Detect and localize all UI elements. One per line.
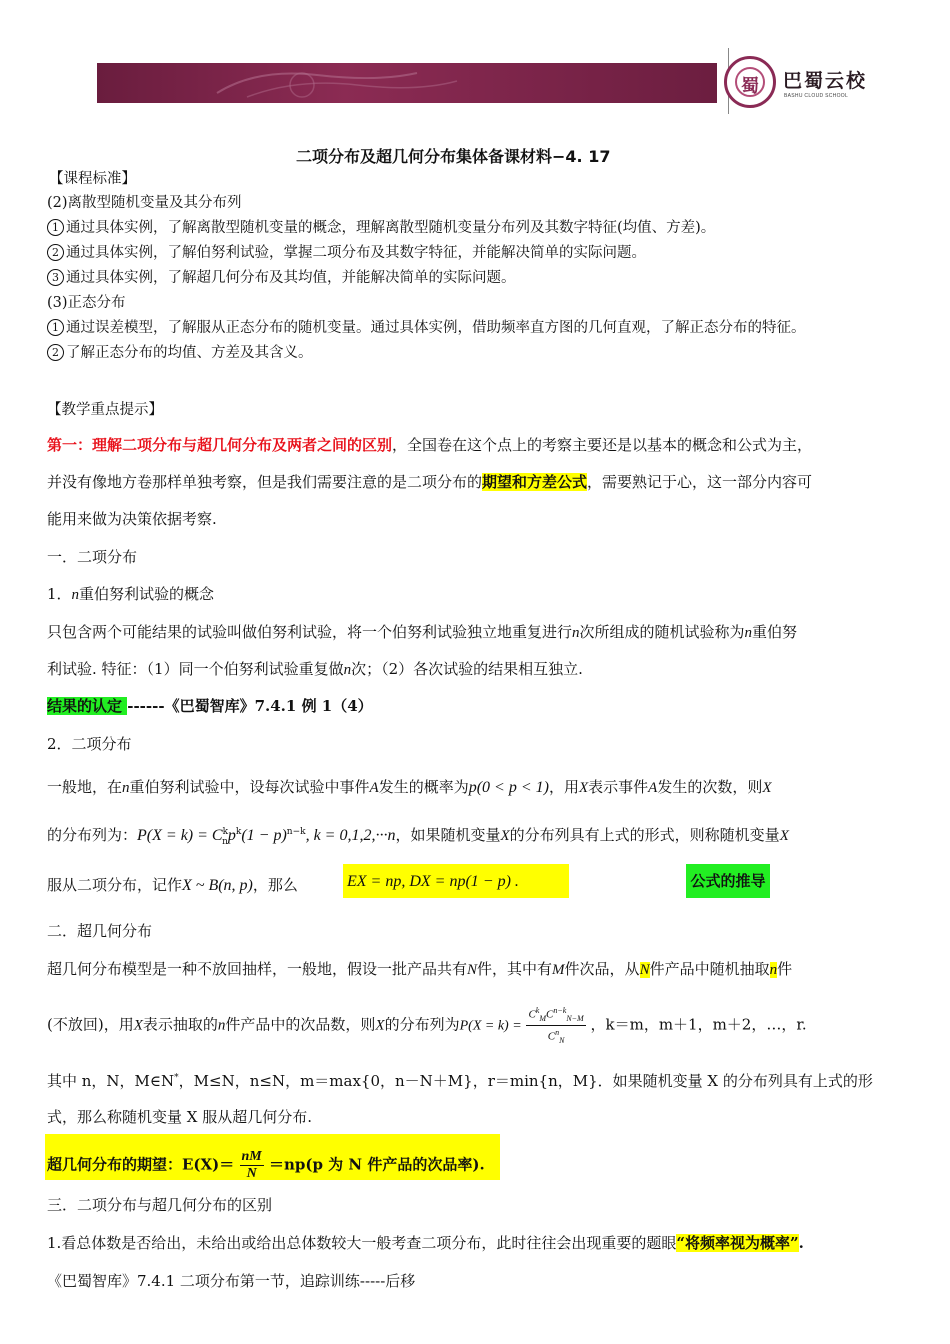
paragraph-binomial-formula: 的分布列为：$P(X = k) = C^k_np^k(1 - p)^{n-k}$, k = 0,1,2,···n，如果随机变量X的分布列具有上式的形式，则称随机变量X bbox=[47, 826, 789, 847]
paragraph-bernoulli: 只包含两个可能结果的试验叫做伯努利试验，将一个伯努利试验独立地重复进行n次所组成的随机试验称为n重伯努 bbox=[47, 623, 798, 641]
paragraph-key-point-2: 并没有像地方卷那样单独考察，但是我们需要注意的是二项分布的期望和方差公式，需要熟记于心，这一部分内容可 bbox=[47, 473, 813, 491]
banner-decoration bbox=[97, 63, 717, 103]
paragraph-binomial-notation: 服从二项分布，记作X ~ B(n, p)，那么 bbox=[47, 876, 298, 894]
teaching-heading: 【教学重点提示】 bbox=[47, 402, 163, 418]
paragraph-binomial-def: 一般地，在n重伯努利试验中，设每次试验中事件A发生的概率为p(0 < p < 1)，用X表示事件A发生的次数，则X bbox=[47, 778, 772, 796]
course-standard-heading: 【课程标准】 bbox=[49, 171, 136, 187]
normal-item: 2 了解正态分布的均值、方差及其含义。 bbox=[47, 341, 313, 362]
section-2-heading: (2)离散型随机变量及其分布列 bbox=[47, 195, 242, 211]
hyper-expectation-highlight: 超几何分布的期望：E(X)＝ $\frac{nM}{N}$ ＝np(p 为 N 件产品的次品率). bbox=[45, 1134, 500, 1180]
heading-hypergeometric: 二．超几何分布 bbox=[47, 922, 153, 940]
paragraph-hyper-formula: (不放回)，用X表示抽取的n件产品中的次品数，则X的分布列为P(X = k) = $\frac{C^k_MC^{n-k}_{N-M}}{C^n_N}$ ，k＝m，m＋1，m＋2，…，r. bbox=[47, 1006, 807, 1045]
paragraph-tracking: 《巴蜀智库》7.4.1 二项分布第一节，追踪训练-----后移 bbox=[47, 1272, 416, 1290]
green-note-derivation: 公式的推导 bbox=[686, 864, 770, 898]
logo-char: 蜀 bbox=[741, 76, 759, 97]
standard-item: 2 通过具体实例，了解伯努利试验，掌握二项分布及其数字特征，并能解决简单的实际问题。 bbox=[47, 241, 646, 262]
paragraph-bernoulli-2: 利试验. 特征：（1）同一个伯努利试验重复做n次；（2）各次试验的结果相互独立. bbox=[47, 660, 583, 678]
logo-text-en: BASHU CLOUD SCHOOL bbox=[784, 93, 849, 99]
heading-bernoulli: 1．n重伯努利试验的概念 bbox=[47, 585, 215, 603]
school-logo-icon bbox=[724, 56, 776, 108]
paragraph-key-point: 第一：理解二项分布与超几何分布及两者之间的区别，全国卷在这个点上的考察主要还是以基本的概念和公式为主， bbox=[47, 436, 813, 454]
page-title: 二项分布及超几何分布集体备课材料−4. 17 bbox=[296, 147, 611, 166]
heading-difference: 三．二项分布与超几何分布的区别 bbox=[47, 1196, 273, 1214]
green-note-result: 结果的认定 ------《巴蜀智库》7.4.1 例 1（4） bbox=[47, 697, 373, 715]
section-3-heading: (3)正态分布 bbox=[47, 295, 126, 311]
paragraph-hyper-conclusion: 式，那么称随机变量 X 服从超几何分布. bbox=[47, 1108, 312, 1126]
expectation-formula-highlight: EX = np, DX = np(1 − p) . bbox=[343, 864, 569, 898]
heading-binomial: 一．二项分布 bbox=[47, 548, 138, 566]
paragraph-hyper-conditions: 其中 n，N，M∈N*，M≤N，n≤N，m＝max{0，n－N＋M}，r＝min{n，M}．如果随机变量 X 的分布列具有上式的形 bbox=[47, 1072, 873, 1090]
standard-item: 1 通过具体实例，了解离散型随机变量的概念，理解离散型随机变量分布列及其数字特征(均值、方差)。 bbox=[47, 216, 715, 237]
paragraph-key-point-3: 能用来做为决策依据考察. bbox=[47, 510, 217, 528]
paragraph-difference-1: 1.看总体数是否给出，未给出或给出总体数较大一般考查二项分布，此时往往会出现重要的题眼“将频率视为概率”. bbox=[47, 1234, 804, 1252]
paragraph-hyper-def: 超几何分布模型是一种不放回抽样，一般地，假设一批产品共有N件，其中有M件次品，从N件产品中随机抽取n件 bbox=[47, 960, 793, 978]
header-banner bbox=[97, 63, 717, 103]
logo-text-cn: 巴蜀云校 bbox=[783, 70, 868, 92]
standard-item: 3 通过具体实例，了解超几何分布及其均值，并能解决简单的实际问题。 bbox=[47, 266, 516, 287]
normal-item: 1 通过误差模型，了解服从正态分布的随机变量。通过具体实例，借助频率直方图的几何直观，了解正态分布的特征。 bbox=[47, 316, 806, 337]
hyper-fraction: $\frac{C^k_MC^{n-k}_{N-M}}{C^n_N}$ bbox=[528, 1006, 584, 1045]
heading-binomial-dist: 2．二项分布 bbox=[47, 735, 132, 753]
